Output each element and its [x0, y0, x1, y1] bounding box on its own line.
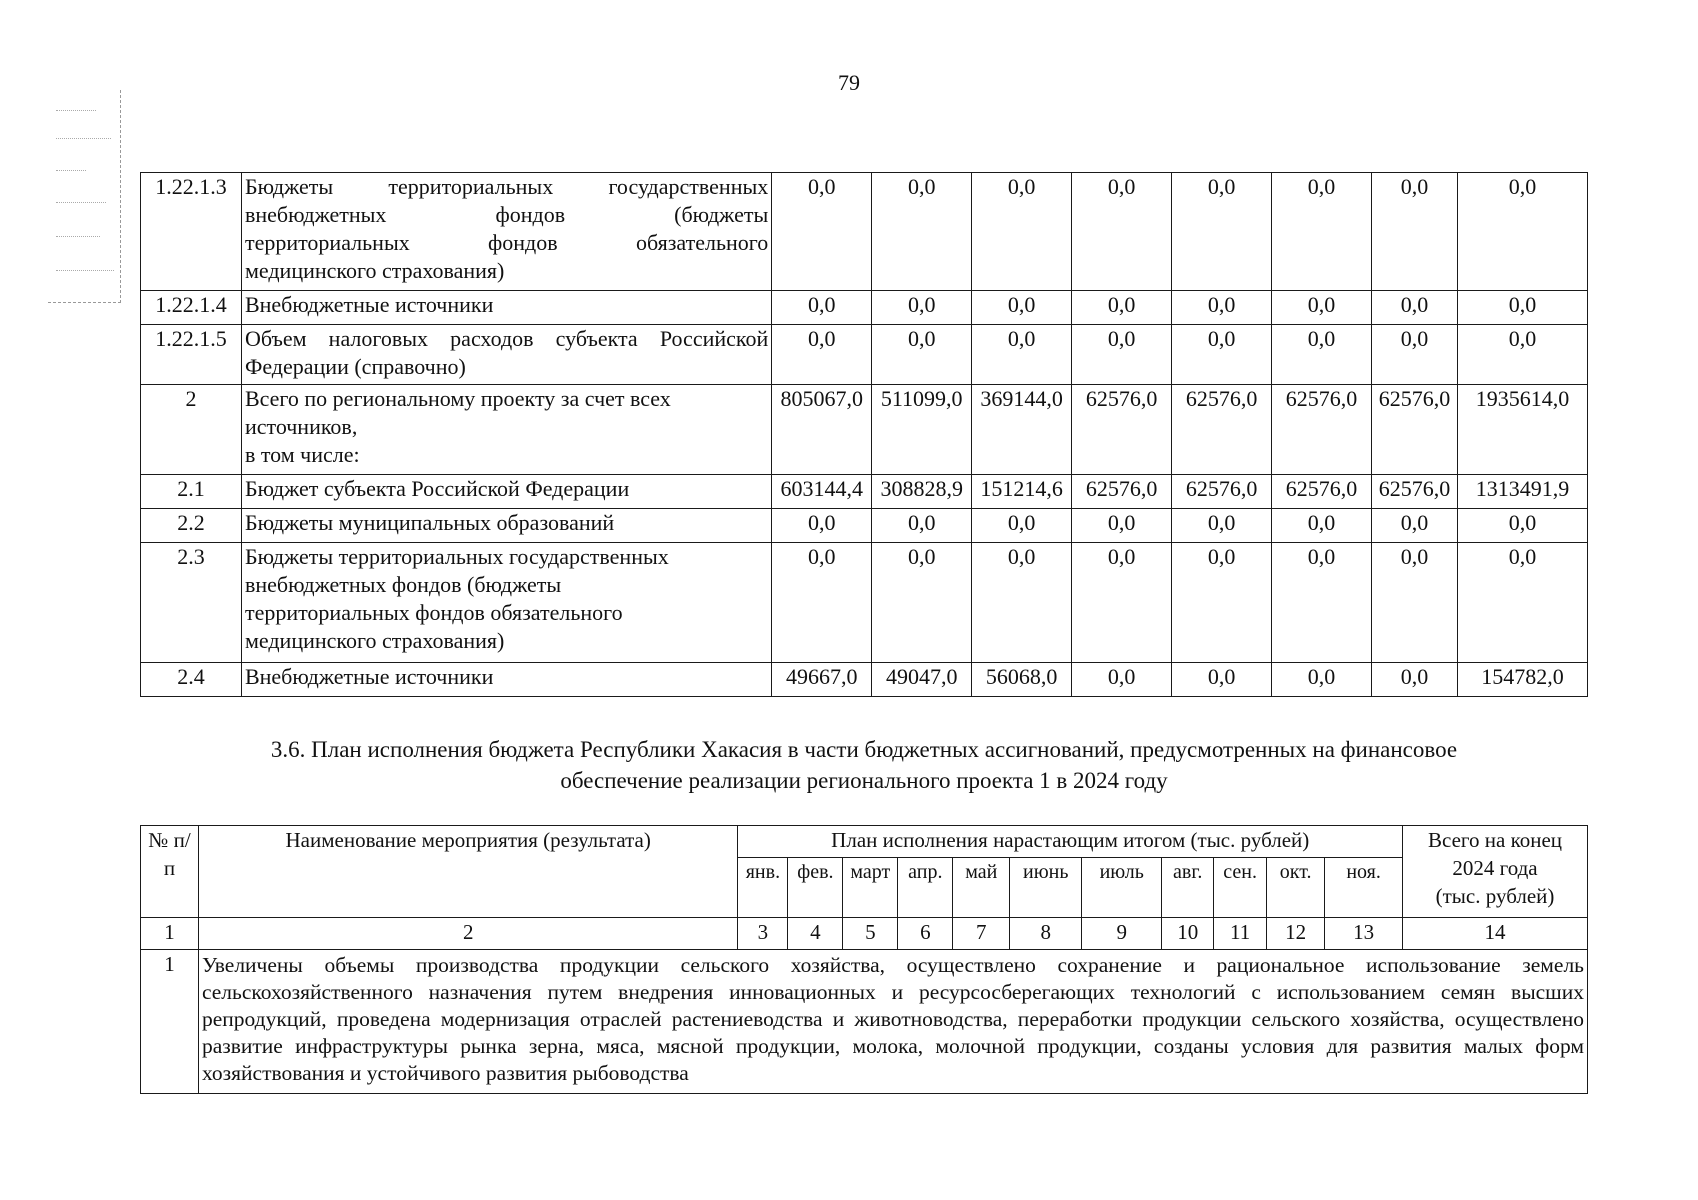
column-number: 4 [788, 918, 843, 950]
header-month: авг. [1162, 858, 1214, 918]
page-number: 79 [838, 70, 860, 95]
value-cell: 0,0 [772, 509, 872, 543]
table-row [141, 173, 1588, 291]
value-cell: 0,0 [872, 543, 972, 663]
header-month: июнь [1010, 858, 1082, 918]
value-cell: 0,0 [1072, 509, 1172, 543]
row-code: 2.1 [141, 475, 242, 509]
value-cell: 0,0 [1372, 663, 1458, 697]
value-cell: 0,0 [1458, 543, 1588, 663]
value-cell: 0,0 [772, 291, 872, 325]
budget-plan-table [140, 825, 1588, 1094]
row-number: 1 [141, 950, 199, 1094]
header-num: № п/п [141, 826, 199, 918]
value-cell: 0,0 [1458, 325, 1588, 385]
column-number: 5 [843, 918, 898, 950]
value-cell: 0,0 [1172, 543, 1272, 663]
value-cell: 0,0 [972, 173, 1072, 291]
value-cell: 62576,0 [1172, 385, 1272, 475]
value-cell: 49047,0 [872, 663, 972, 697]
value-cell: 0,0 [972, 325, 1072, 385]
value-cell: 603144,4 [772, 475, 872, 509]
value-cell: 0,0 [772, 543, 872, 663]
value-cell: 0,0 [1172, 173, 1272, 291]
header-month: март [843, 858, 898, 918]
value-cell: 154782,0 [1458, 663, 1588, 697]
row-name: Внебюджетные источники [241, 663, 771, 697]
value-cell: 0,0 [1272, 325, 1372, 385]
value-cell: 0,0 [1072, 173, 1172, 291]
value-cell: 0,0 [1172, 291, 1272, 325]
row-code: 2.2 [141, 509, 242, 543]
header-month: сен. [1214, 858, 1267, 918]
column-number: 8 [1010, 918, 1082, 950]
value-cell: 0,0 [1372, 325, 1458, 385]
value-cell: 0,0 [1072, 663, 1172, 697]
table-row [141, 475, 1588, 509]
value-cell: 0,0 [972, 291, 1072, 325]
row-description: Увеличены объемы производства продукции сельского хозяйства, осуществлено сохранение и рациональное использование земель сельскохозяйственного назначения путем внедрения инновационных и ресурсосберегающих технологий с использованием семян высших репродукций, проведена модернизация отраслей растениеводства и животноводства, переработки продукции сельского хозяйства, осуществлено развитие инфраструктуры рынка зерна, мяса, мясной продукции, молока, молочной продукции, созданы условия для развития малых форм хозяйствования и устойчивого развития рыбоводства [198, 950, 1587, 1094]
header-plan: План исполнения нарастающим итогом (тыс. рублей) [738, 826, 1403, 858]
value-cell: 0,0 [1272, 509, 1372, 543]
value-cell: 0,0 [1458, 509, 1588, 543]
row-name: Объем налоговых расходов субъекта Российской Федерации (справочно) [241, 325, 771, 385]
header-month: ноя. [1325, 858, 1403, 918]
value-cell: 0,0 [1072, 325, 1172, 385]
row-code: 1.22.1.5 [141, 325, 242, 385]
column-number: 11 [1214, 918, 1267, 950]
margin-stamp [48, 90, 121, 303]
section-heading [140, 734, 1588, 796]
section-heading-line: 3.6. План исполнения бюджета Республики Хакасия в части бюджетных ассигнований, предусмотренных на финансовое [270, 737, 1458, 762]
header-month: окт. [1267, 858, 1325, 918]
value-cell: 0,0 [1272, 291, 1372, 325]
value-cell: 0,0 [1372, 543, 1458, 663]
value-cell: 0,0 [872, 173, 972, 291]
column-number: 1 [141, 918, 199, 950]
column-number: 12 [1267, 918, 1325, 950]
value-cell: 0,0 [1458, 173, 1588, 291]
table-row [141, 325, 1588, 385]
value-cell: 0,0 [872, 509, 972, 543]
value-cell: 0,0 [872, 291, 972, 325]
value-cell: 0,0 [1172, 509, 1272, 543]
value-cell: 0,0 [972, 543, 1072, 663]
value-cell: 0,0 [1172, 325, 1272, 385]
column-number: 10 [1162, 918, 1214, 950]
table-row [141, 385, 1588, 475]
row-name: Бюджеты муниципальных образований [241, 509, 771, 543]
value-cell: 369144,0 [972, 385, 1072, 475]
column-number: 14 [1403, 918, 1588, 950]
row-code: 2.3 [141, 543, 242, 663]
column-number: 3 [738, 918, 788, 950]
value-cell: 62576,0 [1372, 385, 1458, 475]
column-number: 6 [898, 918, 953, 950]
header-total: Всего на конец 2024 года (тыс. рублей) [1403, 826, 1588, 918]
value-cell: 62576,0 [1072, 475, 1172, 509]
table-row [141, 291, 1588, 325]
value-cell: 0,0 [1372, 173, 1458, 291]
value-cell: 1313491,9 [1458, 475, 1588, 509]
value-cell: 0,0 [1272, 663, 1372, 697]
header-row [141, 826, 1588, 858]
column-number: 7 [953, 918, 1010, 950]
value-cell: 62576,0 [1272, 475, 1372, 509]
value-cell: 0,0 [1272, 543, 1372, 663]
value-cell: 62576,0 [1072, 385, 1172, 475]
value-cell: 0,0 [1172, 663, 1272, 697]
table-row [141, 950, 1588, 1094]
value-cell: 0,0 [1372, 291, 1458, 325]
row-code: 2.4 [141, 663, 242, 697]
value-cell: 805067,0 [772, 385, 872, 475]
value-cell: 56068,0 [972, 663, 1072, 697]
header-month: апр. [898, 858, 953, 918]
value-cell: 0,0 [1458, 291, 1588, 325]
table-row [141, 663, 1588, 697]
row-name: Внебюджетные источники [241, 291, 771, 325]
column-number: 13 [1325, 918, 1403, 950]
header-month: янв. [738, 858, 788, 918]
header-month: июль [1082, 858, 1162, 918]
row-name: Бюджет субъекта Российской Федерации [241, 475, 771, 509]
value-cell: 62576,0 [1172, 475, 1272, 509]
table-row [141, 509, 1588, 543]
table-row [141, 543, 1588, 663]
section-heading-line: обеспечение реализации регионального проекта 1 в 2024 году [560, 768, 1168, 793]
column-number-row [141, 918, 1588, 950]
value-cell: 0,0 [772, 325, 872, 385]
header-month: фев. [788, 858, 843, 918]
row-code: 1.22.1.4 [141, 291, 242, 325]
value-cell: 511099,0 [872, 385, 972, 475]
column-number: 2 [198, 918, 737, 950]
value-cell: 62576,0 [1372, 475, 1458, 509]
row-name: Бюджеты территориальных государственных внебюджетных фондов (бюджеты территориальных фондов обязательного медицинского страхования) [241, 543, 771, 663]
row-code: 1.22.1.3 [141, 173, 242, 291]
value-cell: 151214,6 [972, 475, 1072, 509]
column-number: 9 [1082, 918, 1162, 950]
row-name: Всего по региональному проекту за счет всех источников, в том числе: [241, 385, 771, 475]
value-cell: 0,0 [772, 173, 872, 291]
header-month: май [953, 858, 1010, 918]
row-code: 2 [141, 385, 242, 475]
value-cell: 62576,0 [1272, 385, 1372, 475]
row-name: Бюджеты территориальных государственных внебюджетных фондов (бюджеты территориальных фондов обязательного медицинского страхования) [241, 173, 771, 291]
value-cell: 49667,0 [772, 663, 872, 697]
value-cell: 308828,9 [872, 475, 972, 509]
value-cell: 0,0 [1072, 543, 1172, 663]
value-cell: 1935614,0 [1458, 385, 1588, 475]
value-cell: 0,0 [972, 509, 1072, 543]
value-cell: 0,0 [872, 325, 972, 385]
funding-table [140, 172, 1588, 697]
value-cell: 0,0 [1372, 509, 1458, 543]
header-name: Наименование мероприятия (результата) [198, 826, 737, 918]
value-cell: 0,0 [1072, 291, 1172, 325]
value-cell: 0,0 [1272, 173, 1372, 291]
